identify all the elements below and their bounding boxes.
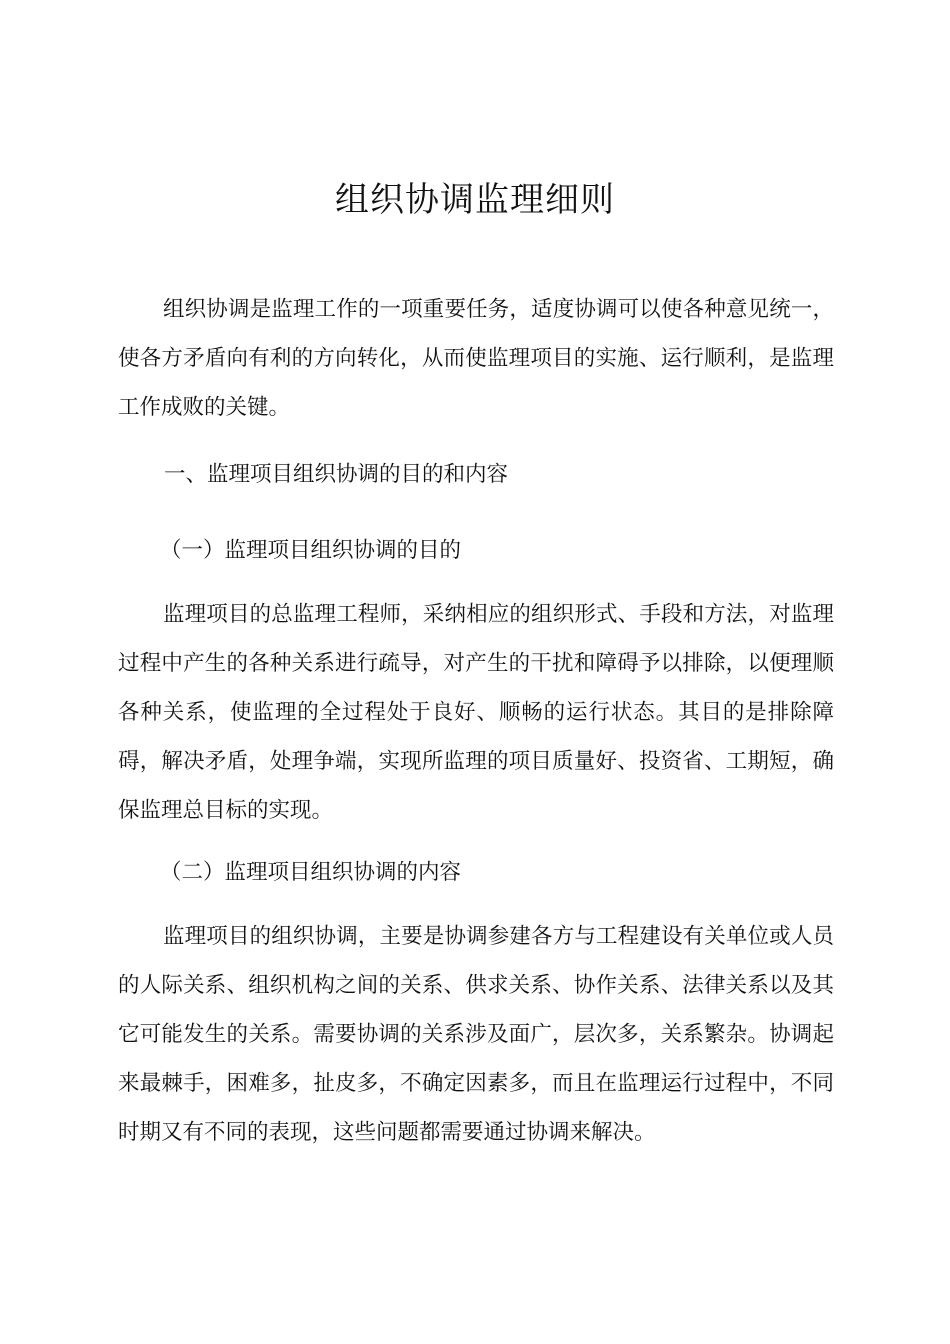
document-title: 组织协调监理细则 (335, 180, 615, 220)
subsection-heading-content: （二）监理项目组织协调的内容 (160, 860, 462, 885)
subsection-heading-purpose: （一）监理项目组织协调的目的 (160, 538, 462, 563)
intro-paragraph: 组织协调是监理工作的一项重要任务，适度协调可以使各种意见统一，使各方矛盾向有利的方向转化，从而使监理项目的实施、运行顺利，是监理工作成败的关键。 (118, 297, 834, 420)
content-paragraph: 监理项目的组织协调，主要是协调参建各方与工程建设有关单位或人员的人际关系、组织机构之间的关系、供求关系、协作关系、法律关系以及其它可能发生的关系。需要协调的关系涉及面广，层次多，关系繁杂。协调起来最棘手，困难多，扯皮多，不确定因素多，而且在监理运行过程中，不同时期又有不同的表现，这些问题都需要通过协调来解决。 (118, 924, 834, 1145)
section-heading-purpose-and-content: 一、监理项目组织协调的目的和内容 (164, 462, 509, 487)
purpose-paragraph: 监理项目的总监理工程师，采纳相应的组织形式、手段和方法，对监理过程中产生的各种关系进行疏导，对产生的干扰和障碍予以排除，以便理顺各种关系，使监理的全过程处于良好、顺畅的运行状态。其目的是排除障碍，解决矛盾，处理争端，实现所监理的项目质量好、投资省、工期短，确保监理总目标的实现。 (118, 602, 834, 823)
